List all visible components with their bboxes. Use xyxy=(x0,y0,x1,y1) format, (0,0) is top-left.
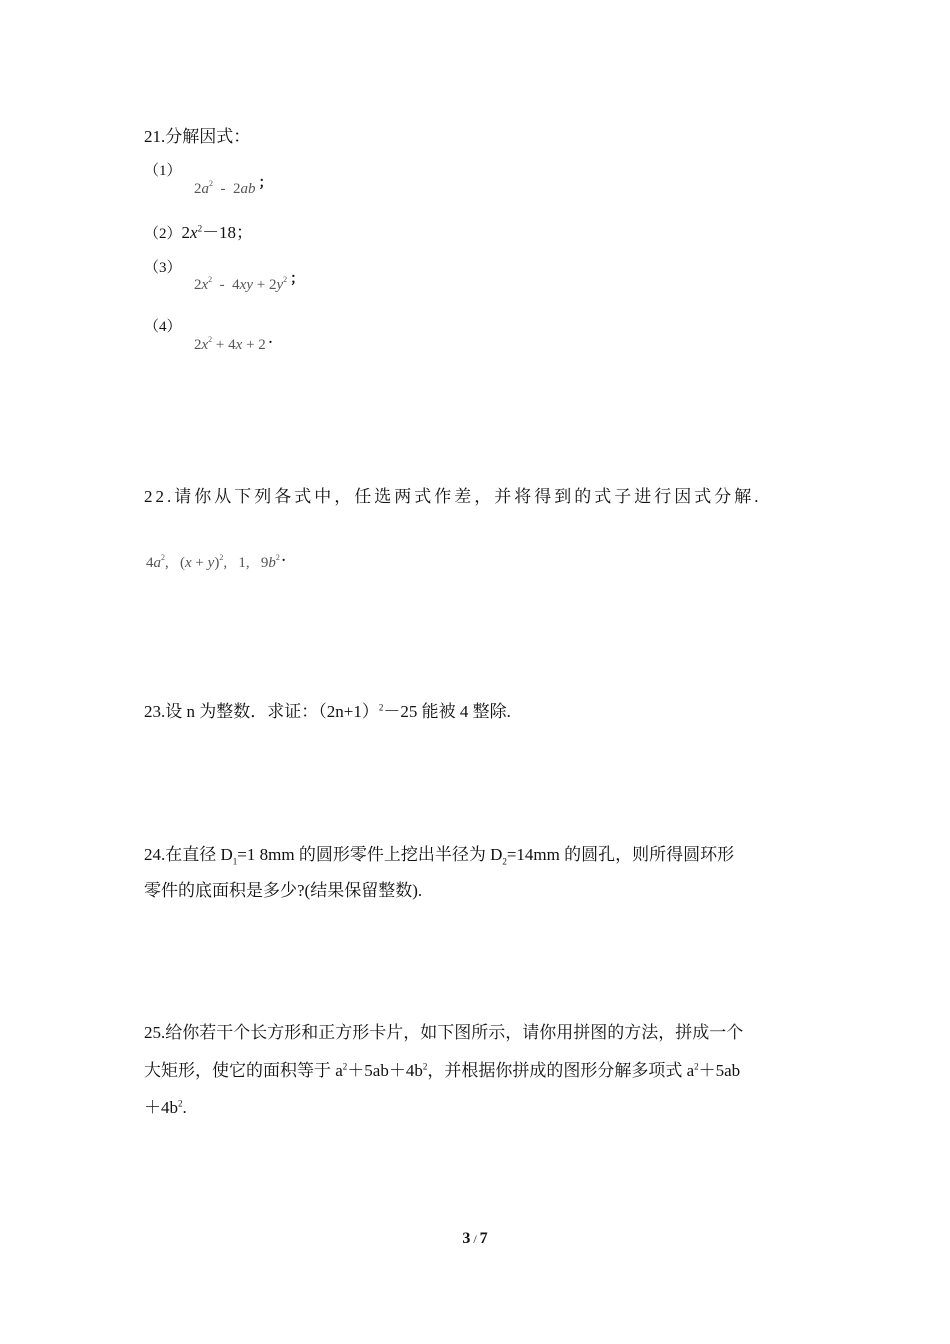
q21-part3-label: （3） xyxy=(144,260,182,276)
q21-part3-end: ； xyxy=(290,272,305,287)
q24-line2: 零件的底面积是多少?(结果保留整数). xyxy=(144,881,423,900)
page-total: 7 xyxy=(479,1230,488,1247)
q21-part2-expr: $2x^2-18$； xyxy=(181,223,254,242)
q21-title: 21.分解因式： xyxy=(144,127,251,146)
q21-part4-end: . xyxy=(268,332,273,347)
q21-part2 xyxy=(144,224,253,242)
q21-part3-expr: $2x^2 - 4xy + 2y^2$ ； xyxy=(194,272,305,293)
q21-part1-label: （1） xyxy=(144,163,182,179)
q21-part1-end: ； xyxy=(258,176,273,191)
q22-title: 22.请你从下列各式中，任选两式作差，并将得到的式子进行因式分解. xyxy=(144,487,762,506)
page-separator: / xyxy=(473,1232,477,1246)
q21-part4-expr: $2x^2 + 4x + 2$ . xyxy=(194,332,273,353)
q24-line1: 24.在直径 $D_1=1$ 8mm 的圆形零件上挖出半径为 $D_2=14mm$ 的圆孔，则所得圆环形 xyxy=(144,845,735,867)
q21-part2-label: （2） xyxy=(144,226,182,242)
q22-expressions: $4a^2$, $(x + y)^2$, 1, $9b^2$ . xyxy=(146,550,286,571)
q23-text: 23.设 n 为整数．求证：$(2n+1)^2-25$ 能被 4 整除. xyxy=(144,702,511,721)
page-number xyxy=(0,1230,950,1248)
q21-part1-expr: $2a^2 - 2ab$ ； xyxy=(194,176,273,197)
q21-part4-label: （4） xyxy=(144,319,182,335)
page-current: 3 xyxy=(462,1230,471,1247)
q25-line1: 25.给你若干个长方形和正方形卡片，如下图所示，请你用拼图的方法，拼成一个 xyxy=(144,1023,744,1042)
q25-line2: 大矩形，使它的面积等于 $a^2+5ab+4b^2$，并根据你拼成的图形分解多项式 $a^2+5ab$ xyxy=(144,1061,741,1080)
q25-line3: $+4b^2$. xyxy=(144,1098,187,1117)
